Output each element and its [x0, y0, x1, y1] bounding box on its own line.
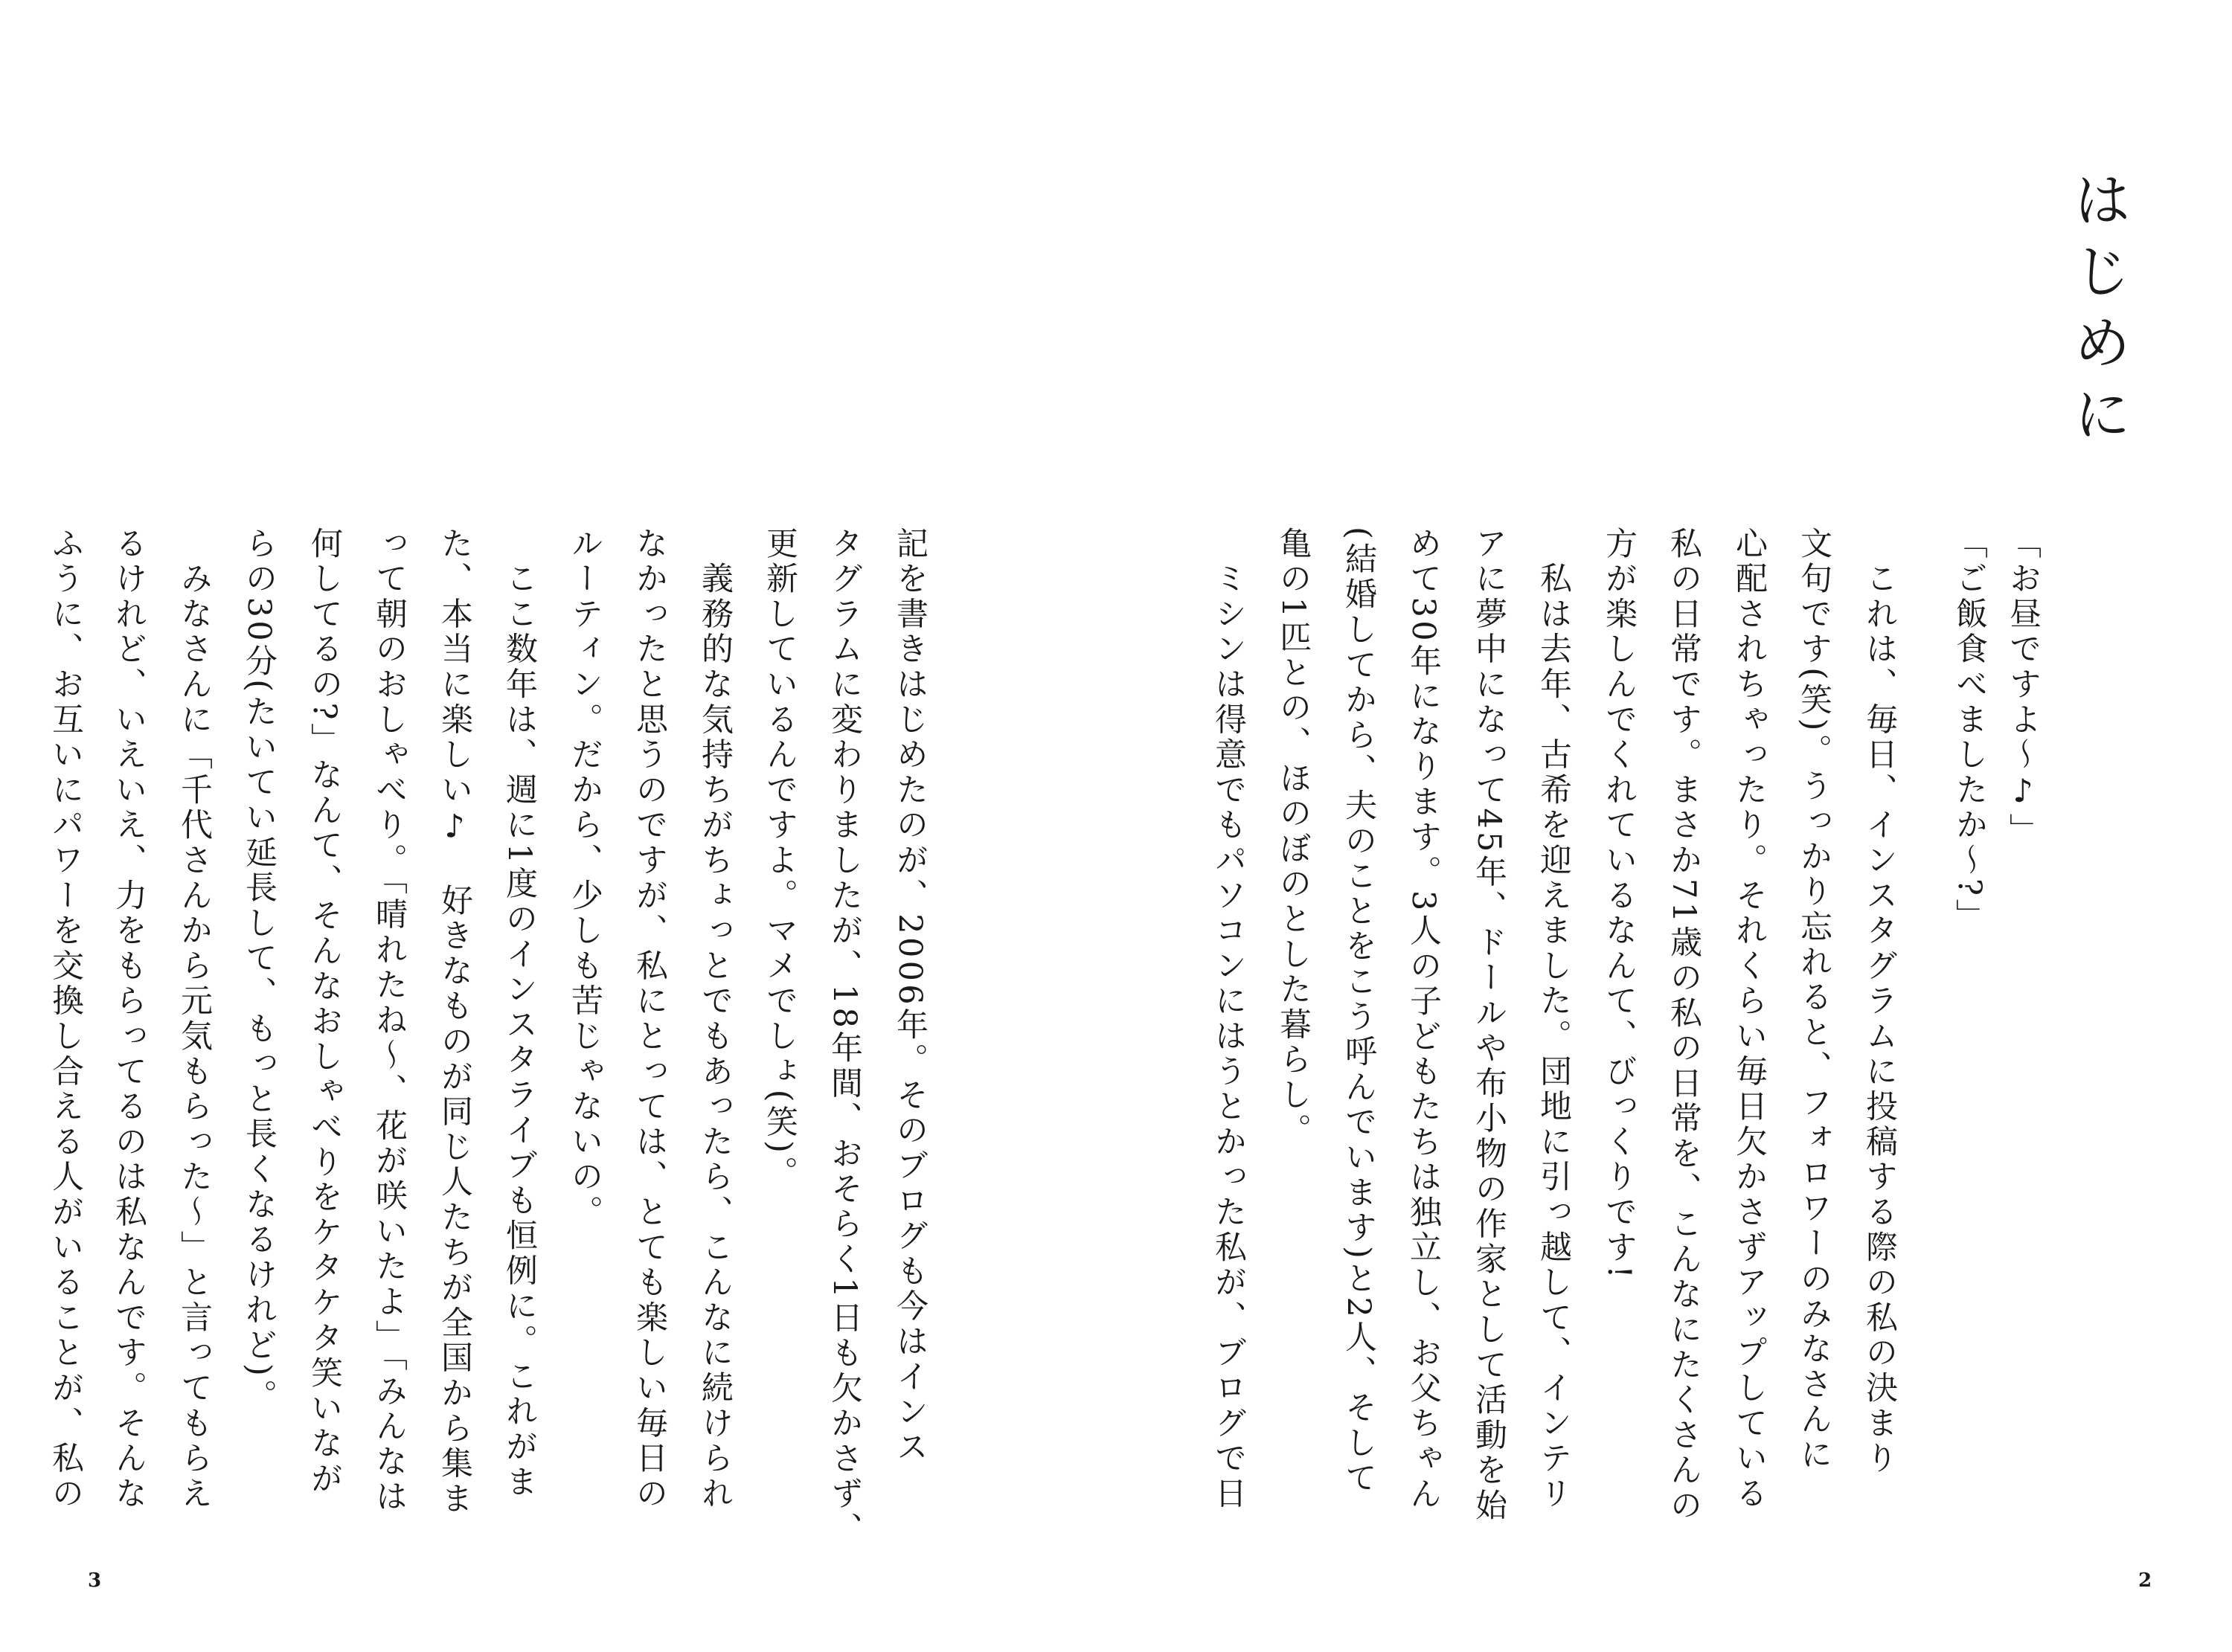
right-page-line-12: 亀の1匹との、ほのぼのとした暮らし。	[1274, 527, 1312, 1148]
left-page-line-2: タグラムに変わりましたが、18年間、おそらく1日も欠かさず、	[826, 527, 863, 1548]
right-page-line-11: (結婚してから、夫のことをこう呼んでいます)と2人、そして	[1340, 527, 1377, 1497]
right-page-line-9: アに夢中になって45年、ドールや布小物の作家として活動を始	[1470, 527, 1507, 1524]
right-page-line-7: 方が楽しんでくれているなんて、びっくりです!	[1600, 527, 1638, 1282]
left-page-line-13: るけれど、いえいえ、力をもらってるのは私なんです。そんな	[110, 527, 147, 1512]
left-page-line-12: みなさんに「千代さんから元気もらった〜」と言ってもらえ	[176, 527, 213, 1512]
left-page-line-5: なかったと思うのですが、私にとっては、とても楽しい毎日の	[631, 527, 668, 1512]
left-page-line-4: 義務的な気持ちがちょっとでもあったら、こんなに続けられ	[696, 527, 734, 1512]
page-number-left: 3	[88, 1569, 102, 1592]
left-page-line-9: って朝のおしゃべり。「晴れたね〜、花が咲いたよ」「みんなは	[371, 527, 408, 1515]
left-page-line-11: らの30分(たいてい延長して、もっと長くなるけれど)。	[240, 527, 278, 1415]
right-page-line-2: 「ご飯食べましたか〜?」	[1951, 527, 1988, 934]
right-page-line-6: 私の日常です。まさか71歳の私の日常を、こんなにたくさんの	[1665, 527, 1702, 1524]
right-page-line-10: めて30年になります。3人の子どもたちは独立し、お父ちゃん	[1405, 527, 1442, 1512]
right-page-line-3: これは、毎日、インスタグラムに投稿する際の私の決まり	[1861, 527, 1898, 1477]
left-page-line-7: ここ数年は、週に1度のインスタライブも恒例に。これがま	[501, 527, 538, 1500]
right-page-line-13: ミシンは得意でもパソコンにはうとかった私が、ブログで日	[1210, 527, 1247, 1512]
right-page-line-1: 「お昼ですよ〜♪」	[2004, 527, 2042, 849]
right-page-line-8: 私は去年、古希を迎えました。団地に引っ越して、インテリ	[1535, 527, 1572, 1512]
right-page-line-5: 心配されちゃったり。それくらい毎日欠かさずアップしている	[1731, 527, 1768, 1512]
right-page-line-4: 文句です(笑)。うっかり忘れると、フォロワーのみなさんに	[1795, 527, 1832, 1473]
left-page-line-10: 何してるの?」なんて、そんなおしゃべりをケタケタ笑いなが	[306, 527, 343, 1497]
left-page-line-8: た、本当に楽しい♪ 好きなものが同じ人たちが全国から集ま	[436, 527, 473, 1517]
left-page-line-6: ルーティン。だから、少しも苦じゃないの。	[566, 527, 603, 1230]
left-page-line-3: 更新しているんですよ。マメでしょ(笑)。	[761, 527, 798, 1192]
page-number-right: 2	[2138, 1569, 2152, 1592]
left-page-line-1: 記を書きはじめたのが、2006年。そのブログも今はインス	[891, 527, 929, 1465]
chapter-title: はじめに	[2064, 170, 2131, 455]
left-page-line-14: ふうに、お互いにパワーを交換し合える人がいることが、私の	[47, 527, 84, 1512]
